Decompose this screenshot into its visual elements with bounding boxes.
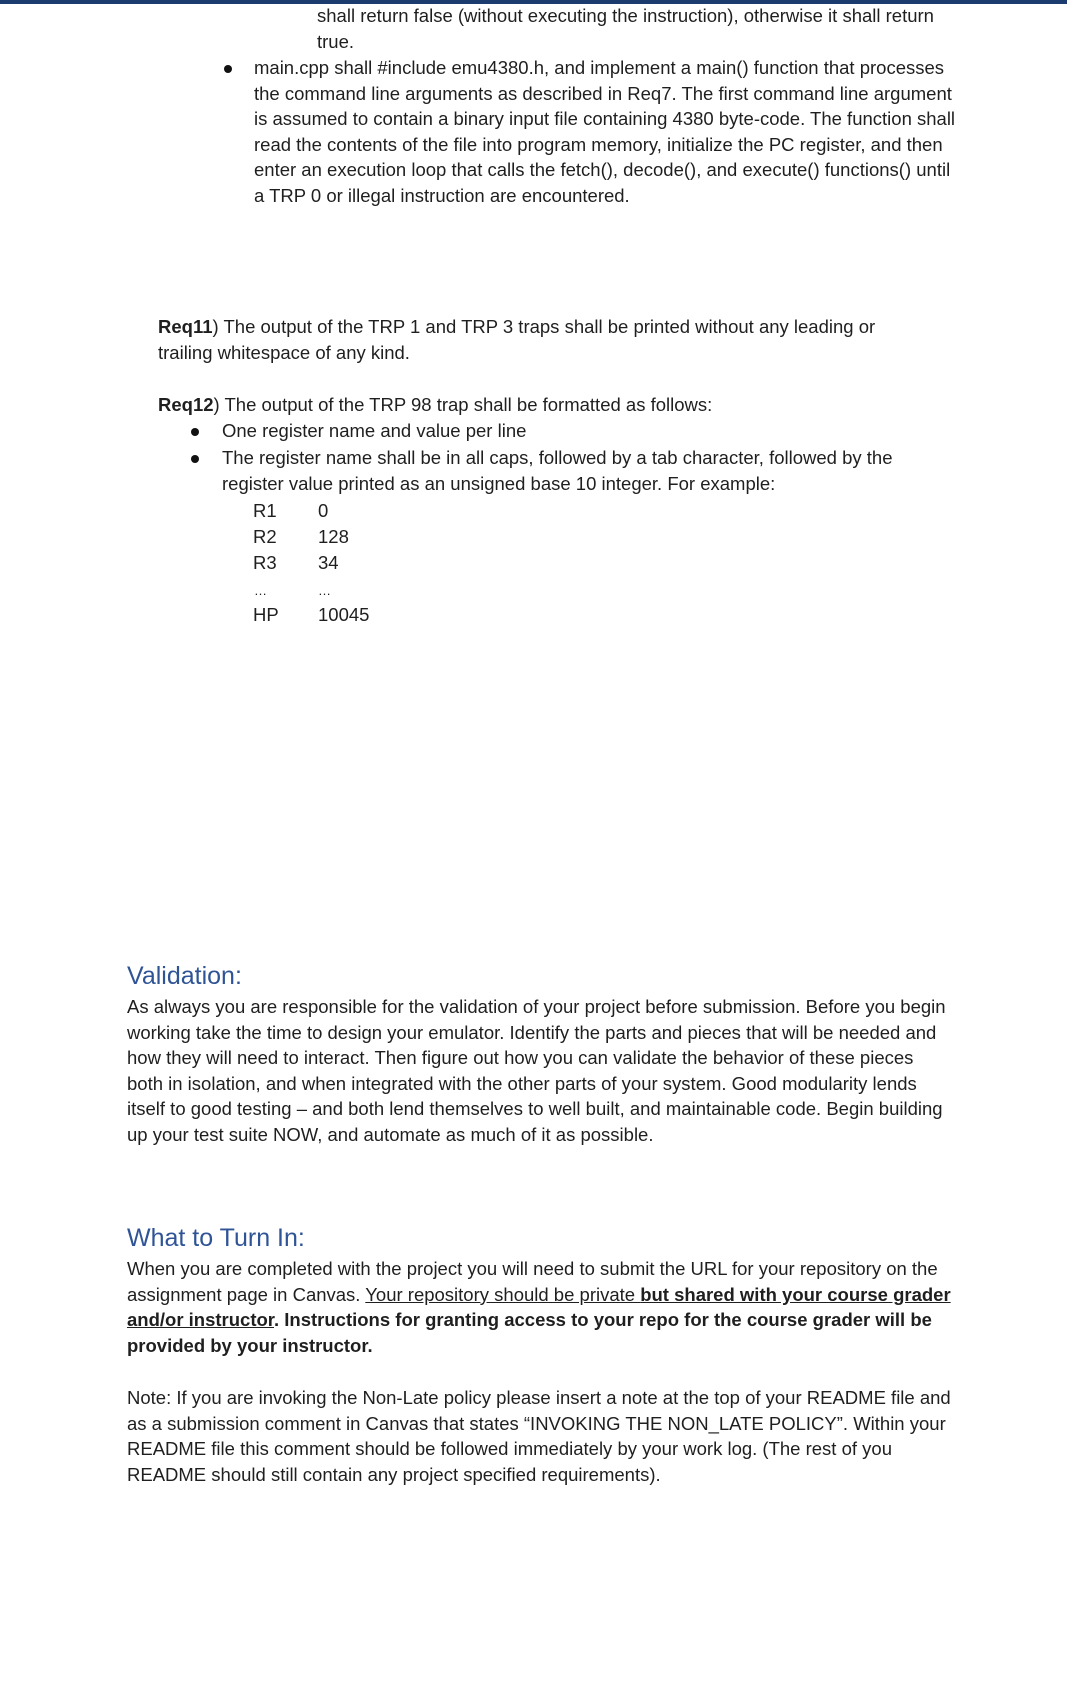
req11-label: Req11 <box>158 316 213 337</box>
turn-in-heading: What to Turn In: <box>127 1224 305 1252</box>
req11-paragraph <box>158 314 918 365</box>
register-value: 128 <box>318 526 349 547</box>
bullet-dot <box>224 65 232 73</box>
period: . <box>274 1309 280 1331</box>
main-cpp-bullet-text: main.cpp shall #include emu4380.h, and implement a main() function that processes the command line arguments as described in Req7. The first command line argument is assumed to contain a binary input file containing 4380 byte-code. The function shall read the contents of the file into program memory, initialize the PC register, and then enter an execution loop that calls the fetch(), decode(), and execute() functions() until a TRP 0 or illegal instruction are encountered. <box>254 57 956 206</box>
req11-text: ) The output of the TRP 1 and TRP 3 traps shall be printed without any leading or trailing whitespace of any kind. <box>158 316 876 363</box>
register-name: R2 <box>253 526 277 547</box>
continuation-text: shall return false (without executing the instruction), otherwise it shall return true. <box>317 5 934 52</box>
register-name: R3 <box>253 552 277 573</box>
turn-in-text: When you are completed with the project you will need to submit the URL for your repository on the assignment page in Canvas. <box>127 1258 938 1305</box>
non-late-note-paragraph: Note: If you are invoking the Non-Late policy please insert a note at the top of your README file and as a submission comment in Canvas that states “INVOKING THE NON_LATE POLICY”. Within your README file this comment should be followed immediately by your work log. (The rest of you README should still contain any project specified requirements). <box>127 1387 951 1485</box>
req12-label: Req12 <box>158 394 214 415</box>
validation-heading: Validation: <box>127 962 242 990</box>
validation-paragraph: As always you are responsible for the validation of your project before submission. Before you begin working take the time to design your emulator. Identify the parts and pieces that will be needed and how they will need to interact. Then figure out how you can validate the behavior of these pieces both in isolation, and when integrated with the other parts of your system. Good modularity lends itself to good testing – and both lend themselves to well built, and maintainable code. Begin building up your test suite NOW, and automate as much of it as possible. <box>127 996 946 1145</box>
register-name: R1 <box>253 500 277 521</box>
shared-with-grader-text: but shared with your course grader and/or instructor <box>127 1283 951 1331</box>
register-name: HP <box>253 604 279 625</box>
req12-paragraph <box>158 392 918 418</box>
turn-in-paragraph <box>127 1256 952 1358</box>
register-value: 34 <box>318 552 339 573</box>
value-ellipsis: … <box>318 583 332 598</box>
req12-bullet-2: The register name shall be in all caps, followed by a tab character, followed by the register value printed as an unsigned base 10 integer. For example: <box>222 447 893 494</box>
private-repo-text: Your repository should be private <box>365 1283 641 1305</box>
register-value: 10045 <box>318 604 370 625</box>
req12-text: ) The output of the TRP 98 trap shall be formatted as follows: <box>213 394 713 415</box>
req12-bullet-1: One register name and value per line <box>222 420 527 441</box>
register-value: 0 <box>318 500 329 521</box>
access-instructions-text: Instructions for granting access to your repo for the course grader will be provided by your instructor. <box>127 1309 932 1356</box>
bullet-dot <box>191 428 199 436</box>
bullet-dot <box>191 455 199 463</box>
register-ellipsis: … <box>254 583 268 598</box>
